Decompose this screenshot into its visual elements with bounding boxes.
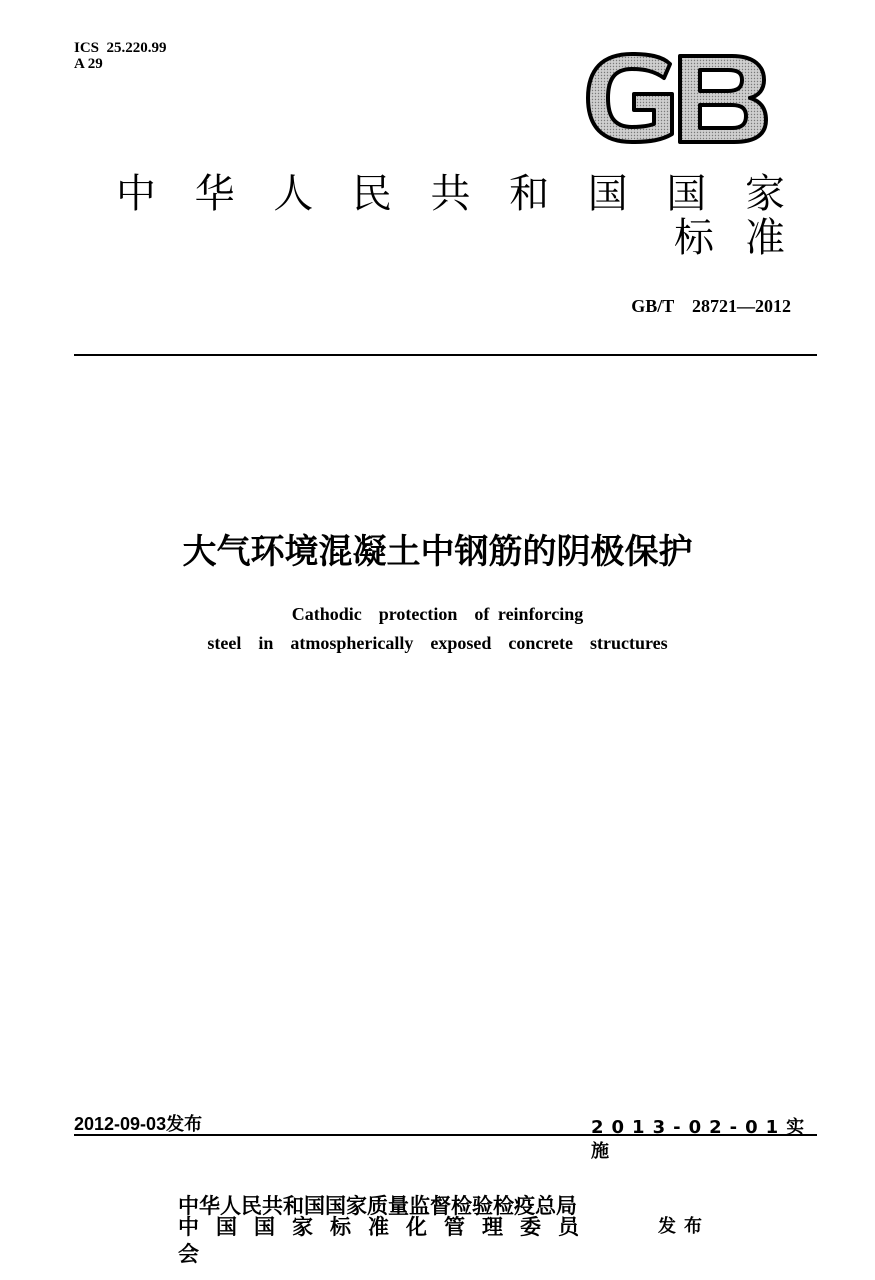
- implementation-date: 2013-02-01实施: [591, 1117, 813, 1162]
- issue-date: [74, 1110, 202, 1136]
- publisher-agency-2: 中国国家标准化管理委员会: [178, 1215, 596, 1266]
- ccs-code: A 29: [74, 56, 103, 72]
- top-divider: [74, 354, 817, 356]
- title-english: [0, 600, 875, 658]
- title-english-line-1: Cathodic protection of reinforcing: [291, 604, 584, 624]
- classification-codes: [74, 40, 167, 72]
- title-chinese: 大气环境混凝土中钢筋的阴极保护: [182, 532, 693, 572]
- issue-label: 发布: [166, 1114, 203, 1135]
- gb-logo: [582, 50, 770, 146]
- standard-type-title: 中华人民共和国国家标准: [116, 171, 816, 261]
- publisher-agency-1: 中华人民共和国国家质量监督检验检疫总局: [178, 1194, 577, 1218]
- ics-code: ICS 25.220.99: [74, 40, 167, 56]
- issue-date-value: 2012-09-03: [74, 1114, 167, 1134]
- title-english-line-2: steel in atmospherically exposed concrete structures: [207, 633, 668, 653]
- standard-number: GB/T 28721—2012: [631, 296, 791, 316]
- publish-label: 发布: [658, 1216, 710, 1237]
